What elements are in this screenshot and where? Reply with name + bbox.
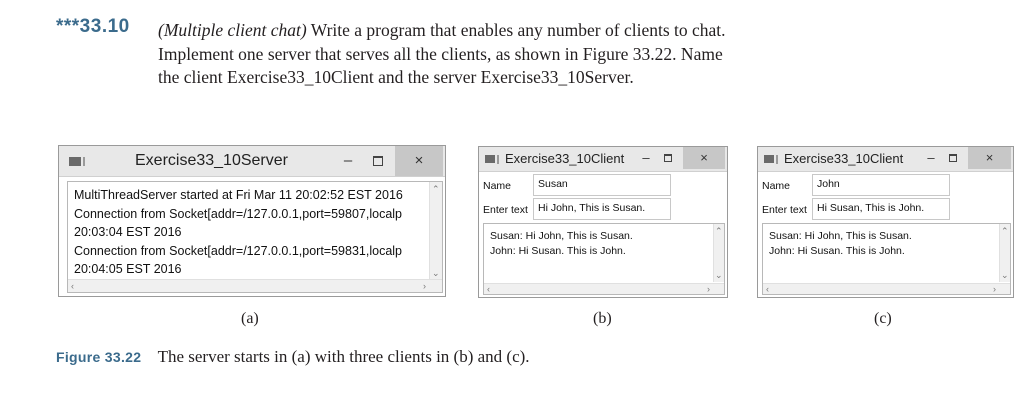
exercise-line-1-text: Write a program that enables any number of clients to chat. — [306, 20, 726, 40]
figure-caption — [56, 347, 530, 367]
scroll-down-icon[interactable]: ⌄ — [1001, 270, 1009, 280]
scroll-up-icon[interactable]: ⌃ — [1001, 226, 1009, 236]
client-window-susan — [478, 146, 728, 298]
scroll-right-icon[interactable]: › — [993, 284, 996, 294]
close-button[interactable]: × — [968, 147, 1011, 169]
figure-caption-text: The server starts in (a) with three clients in (b) and (c). — [157, 347, 530, 366]
chat-content — [769, 229, 912, 259]
maximize-icon — [949, 154, 957, 162]
scroll-up-icon[interactable]: ⌃ — [715, 226, 723, 236]
app-icon — [69, 157, 81, 166]
scroll-left-icon[interactable]: ‹ — [766, 284, 769, 294]
exercise-description — [158, 19, 858, 90]
scroll-left-icon[interactable]: ‹ — [487, 284, 490, 294]
server-window-title: Exercise33_10Server — [135, 152, 288, 169]
chat-textarea[interactable] — [762, 223, 1011, 295]
enter-text-label: Enter text — [483, 204, 528, 216]
app-icon — [764, 155, 774, 163]
maximize-icon — [664, 154, 672, 162]
chat-content — [490, 229, 633, 259]
horizontal-scrollbar[interactable] — [68, 279, 442, 292]
exercise-line-1 — [158, 19, 858, 43]
client-c-title: Exercise33_10Client — [784, 151, 904, 166]
message-input[interactable]: Hi Susan, This is John. — [812, 198, 950, 220]
caption-a: (a) — [241, 310, 259, 327]
name-field[interactable]: John — [812, 174, 950, 196]
maximize-icon — [373, 156, 383, 166]
scroll-down-icon[interactable]: ⌄ — [715, 270, 723, 280]
vertical-scrollbar[interactable] — [713, 224, 724, 282]
exercise-line-2: Implement one server that serves all the clients, as shown in Figure 33.22. Name — [158, 43, 723, 64]
vertical-scrollbar[interactable] — [429, 182, 442, 280]
scroll-right-icon[interactable]: › — [707, 284, 710, 294]
minimize-button[interactable]: – — [642, 150, 650, 165]
enter-text-label: Enter text — [762, 204, 807, 216]
scroll-left-icon[interactable]: ‹ — [71, 281, 74, 291]
client-window-john — [757, 146, 1014, 298]
server-log-textarea[interactable] — [67, 181, 443, 293]
client-c-titlebar — [758, 147, 1013, 172]
name-label: Name — [483, 180, 512, 192]
maximize-button[interactable] — [659, 147, 677, 169]
client-b-title: Exercise33_10Client — [505, 151, 625, 166]
exercise-title: (Multiple client chat) — [158, 20, 307, 40]
name-label: Name — [762, 180, 791, 192]
caption-c: (c) — [874, 310, 892, 327]
exercise-line-3: the client Exercise33_10Client and the server Exercise33_10Server. — [158, 67, 634, 87]
log-line: MultiThreadServer started at Fri Mar 11 20:02:52 EST 2016 — [74, 188, 403, 202]
chat-textarea[interactable] — [483, 223, 725, 295]
horizontal-scrollbar[interactable] — [484, 283, 724, 294]
maximize-button[interactable] — [944, 147, 962, 169]
chat-line: Susan: Hi John, This is Susan. — [769, 230, 912, 242]
horizontal-scrollbar[interactable] — [763, 283, 1010, 294]
scroll-right-icon[interactable]: › — [423, 281, 426, 291]
exercise-number: ***33.10 — [56, 16, 130, 37]
caption-b: (b) — [593, 310, 612, 327]
scroll-down-icon[interactable]: ⌄ — [432, 268, 440, 278]
log-line: 20:03:04 EST 2016 — [74, 225, 182, 239]
server-log-content — [74, 186, 403, 279]
minimize-button[interactable]: – — [927, 150, 935, 165]
close-button[interactable]: × — [683, 147, 725, 169]
chat-line: Susan: Hi John, This is Susan. — [490, 230, 633, 242]
close-button[interactable]: × — [395, 146, 443, 176]
name-field[interactable]: Susan — [533, 174, 671, 196]
scroll-up-icon[interactable]: ⌃ — [432, 184, 440, 194]
server-titlebar — [59, 146, 445, 177]
figure-label: Figure 33.22 — [56, 349, 142, 365]
chat-line: John: Hi Susan. This is John. — [490, 245, 626, 257]
log-line: 20:04:05 EST 2016 — [74, 262, 182, 276]
vertical-scrollbar[interactable] — [999, 224, 1010, 282]
minimize-button[interactable]: – — [343, 152, 353, 169]
maximize-button[interactable] — [365, 146, 391, 176]
app-icon — [485, 155, 495, 163]
log-line: Connection from Socket[addr=/127.0.0.1,port=59807,localp — [74, 206, 402, 221]
client-b-titlebar — [479, 147, 727, 172]
server-window — [58, 145, 446, 297]
message-input[interactable]: Hi John, This is Susan. — [533, 198, 671, 220]
log-line: Connection from Socket[addr=/127.0.0.1,port=59831,localp — [74, 243, 402, 258]
chat-line: John: Hi Susan. This is John. — [769, 245, 905, 257]
